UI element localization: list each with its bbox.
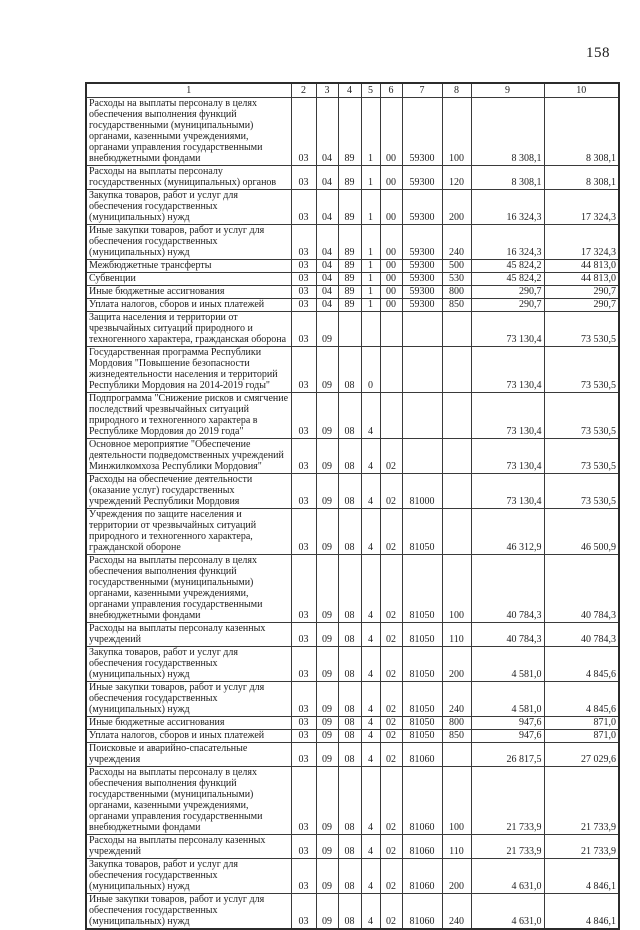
code-cell: 200 <box>442 190 471 225</box>
table-row <box>86 260 619 273</box>
row-description: Учреждения по защите населения и территории от чрезвычайных ситуаций природного и техногенного характера, гражданской обороне <box>86 509 291 555</box>
code-cell: 08 <box>338 682 361 717</box>
table-row <box>86 439 619 474</box>
table-row <box>86 623 619 647</box>
amount-cell: 73 530,5 <box>544 312 619 347</box>
code-cell: 02 <box>380 555 402 623</box>
code-cell: 530 <box>442 273 471 286</box>
amount-cell: 46 500,9 <box>544 509 619 555</box>
table-row <box>86 273 619 286</box>
code-cell: 03 <box>291 225 316 260</box>
code-cell: 4 <box>361 474 380 509</box>
amount-cell: 73 130,4 <box>471 347 544 393</box>
amount-cell: 4 581,0 <box>471 682 544 717</box>
amount-cell: 46 312,9 <box>471 509 544 555</box>
code-cell: 00 <box>380 166 402 190</box>
code-cell: 09 <box>316 835 338 859</box>
row-description: Иные бюджетные ассигнования <box>86 717 291 730</box>
code-cell: 09 <box>316 393 338 439</box>
amount-cell: 8 308,1 <box>471 98 544 166</box>
code-cell: 81050 <box>402 730 442 743</box>
table-row <box>86 859 619 894</box>
code-cell: 08 <box>338 717 361 730</box>
code-cell: 09 <box>316 555 338 623</box>
code-cell: 1 <box>361 299 380 312</box>
code-cell: 09 <box>316 312 338 347</box>
code-cell: 02 <box>380 894 402 930</box>
code-cell: 02 <box>380 767 402 835</box>
table-row <box>86 647 619 682</box>
code-cell: 08 <box>338 835 361 859</box>
code-cell <box>442 474 471 509</box>
code-cell: 850 <box>442 730 471 743</box>
amount-cell: 4 581,0 <box>471 647 544 682</box>
code-cell: 03 <box>291 474 316 509</box>
code-cell: 89 <box>338 98 361 166</box>
amount-cell: 21 733,9 <box>471 835 544 859</box>
code-cell: 00 <box>380 225 402 260</box>
code-cell: 59300 <box>402 299 442 312</box>
code-cell: 81060 <box>402 835 442 859</box>
code-cell: 1 <box>361 273 380 286</box>
code-cell: 800 <box>442 717 471 730</box>
code-cell: 1 <box>361 166 380 190</box>
code-cell: 02 <box>380 682 402 717</box>
amount-cell: 40 784,3 <box>544 555 619 623</box>
amount-cell: 17 324,3 <box>544 225 619 260</box>
table-row <box>86 474 619 509</box>
amount-cell: 73 530,5 <box>544 474 619 509</box>
code-cell: 02 <box>380 509 402 555</box>
code-cell: 59300 <box>402 225 442 260</box>
code-cell: 4 <box>361 393 380 439</box>
code-cell: 59300 <box>402 98 442 166</box>
code-cell: 1 <box>361 98 380 166</box>
code-cell: 100 <box>442 98 471 166</box>
amount-cell: 40 784,3 <box>471 623 544 647</box>
code-cell: 4 <box>361 623 380 647</box>
table-row <box>86 393 619 439</box>
code-cell: 81050 <box>402 509 442 555</box>
code-cell: 02 <box>380 647 402 682</box>
code-cell: 09 <box>316 347 338 393</box>
code-cell: 09 <box>316 717 338 730</box>
column-header-8: 8 <box>442 83 471 98</box>
amount-cell: 16 324,3 <box>471 225 544 260</box>
code-cell <box>402 312 442 347</box>
code-cell: 03 <box>291 859 316 894</box>
code-cell: 03 <box>291 439 316 474</box>
code-cell: 03 <box>291 730 316 743</box>
code-cell <box>402 393 442 439</box>
row-description: Расходы на выплаты персоналу государственных (муниципальных) органов <box>86 166 291 190</box>
table-body <box>86 98 619 930</box>
column-header-3: 3 <box>316 83 338 98</box>
code-cell: 03 <box>291 393 316 439</box>
code-cell: 81060 <box>402 859 442 894</box>
code-cell: 03 <box>291 190 316 225</box>
code-cell <box>442 347 471 393</box>
code-cell: 03 <box>291 286 316 299</box>
row-description: Подпрограмма "Снижение рисков и смягчение последствий чрезвычайных ситуаций природного и техногенного характера в Республике Мордовия до 2019 года" <box>86 393 291 439</box>
column-header-10: 10 <box>544 83 619 98</box>
table-row <box>86 190 619 225</box>
amount-cell: 73 130,4 <box>471 312 544 347</box>
table-row <box>86 286 619 299</box>
code-cell <box>361 312 380 347</box>
code-cell: 89 <box>338 166 361 190</box>
amount-cell: 16 324,3 <box>471 190 544 225</box>
amount-cell: 44 813,0 <box>544 260 619 273</box>
code-cell: 02 <box>380 439 402 474</box>
code-cell: 03 <box>291 166 316 190</box>
amount-cell: 73 130,4 <box>471 439 544 474</box>
code-cell: 03 <box>291 299 316 312</box>
table-row <box>86 347 619 393</box>
table-row <box>86 555 619 623</box>
code-cell: 00 <box>380 190 402 225</box>
code-cell: 100 <box>442 555 471 623</box>
amount-cell: 871,0 <box>544 730 619 743</box>
code-cell: 02 <box>380 623 402 647</box>
table-row <box>86 509 619 555</box>
code-cell: 59300 <box>402 286 442 299</box>
code-cell: 89 <box>338 260 361 273</box>
amount-cell: 4 631,0 <box>471 894 544 930</box>
code-cell: 1 <box>361 190 380 225</box>
amount-cell: 290,7 <box>544 286 619 299</box>
amount-cell: 290,7 <box>544 299 619 312</box>
code-cell: 4 <box>361 859 380 894</box>
code-cell: 0 <box>361 347 380 393</box>
code-cell: 02 <box>380 730 402 743</box>
column-header-6: 6 <box>380 83 402 98</box>
code-cell: 4 <box>361 767 380 835</box>
code-cell: 81050 <box>402 717 442 730</box>
table-header <box>86 83 619 98</box>
code-cell: 00 <box>380 260 402 273</box>
amount-cell: 45 824,2 <box>471 260 544 273</box>
code-cell: 240 <box>442 682 471 717</box>
row-description: Иные закупки товаров, работ и услуг для обеспечения государственных (муниципальных) нужд <box>86 894 291 930</box>
code-cell: 08 <box>338 743 361 767</box>
code-cell: 200 <box>442 859 471 894</box>
code-cell: 08 <box>338 859 361 894</box>
row-description: Закупка товаров, работ и услуг для обеспечения государственных (муниципальных) нужд <box>86 190 291 225</box>
code-cell <box>402 439 442 474</box>
code-cell: 08 <box>338 509 361 555</box>
code-cell: 09 <box>316 859 338 894</box>
amount-cell: 871,0 <box>544 717 619 730</box>
row-description: Иные бюджетные ассигнования <box>86 286 291 299</box>
amount-cell: 4 846,1 <box>544 859 619 894</box>
code-cell: 02 <box>380 743 402 767</box>
code-cell: 00 <box>380 98 402 166</box>
amount-cell: 73 530,5 <box>544 393 619 439</box>
code-cell: 04 <box>316 190 338 225</box>
code-cell: 00 <box>380 273 402 286</box>
table-row <box>86 682 619 717</box>
code-cell <box>442 312 471 347</box>
column-header-9: 9 <box>471 83 544 98</box>
row-description: Защита населения и территории от чрезвычайных ситуаций природного и техногенного характера, гражданская оборона <box>86 312 291 347</box>
amount-cell: 4 846,1 <box>544 894 619 930</box>
code-cell: 09 <box>316 647 338 682</box>
code-cell: 03 <box>291 98 316 166</box>
code-cell: 00 <box>380 299 402 312</box>
code-cell: 09 <box>316 682 338 717</box>
code-cell: 1 <box>361 225 380 260</box>
header-row <box>86 83 619 98</box>
code-cell: 03 <box>291 743 316 767</box>
code-cell: 89 <box>338 273 361 286</box>
code-cell: 4 <box>361 555 380 623</box>
code-cell: 03 <box>291 717 316 730</box>
code-cell: 08 <box>338 623 361 647</box>
code-cell: 03 <box>291 835 316 859</box>
code-cell: 04 <box>316 98 338 166</box>
code-cell: 08 <box>338 730 361 743</box>
code-cell: 89 <box>338 190 361 225</box>
code-cell <box>338 312 361 347</box>
row-description: Межбюджетные трансферты <box>86 260 291 273</box>
code-cell: 4 <box>361 439 380 474</box>
code-cell: 59300 <box>402 260 442 273</box>
code-cell: 08 <box>338 393 361 439</box>
table-row <box>86 835 619 859</box>
code-cell: 800 <box>442 286 471 299</box>
table-row <box>86 312 619 347</box>
column-header-7: 7 <box>402 83 442 98</box>
amount-cell: 8 308,1 <box>544 98 619 166</box>
code-cell <box>442 743 471 767</box>
code-cell <box>380 312 402 347</box>
amount-cell: 21 733,9 <box>544 835 619 859</box>
amount-cell: 73 130,4 <box>471 393 544 439</box>
amount-cell: 947,6 <box>471 717 544 730</box>
row-description: Поисковые и аварийно-спасательные учреждения <box>86 743 291 767</box>
code-cell <box>380 393 402 439</box>
code-cell: 81060 <box>402 767 442 835</box>
code-cell: 4 <box>361 682 380 717</box>
table-row <box>86 225 619 260</box>
code-cell: 08 <box>338 555 361 623</box>
code-cell: 08 <box>338 347 361 393</box>
code-cell: 89 <box>338 286 361 299</box>
amount-cell: 947,6 <box>471 730 544 743</box>
code-cell: 02 <box>380 474 402 509</box>
code-cell: 4 <box>361 835 380 859</box>
code-cell: 59300 <box>402 166 442 190</box>
code-cell: 4 <box>361 717 380 730</box>
code-cell: 240 <box>442 894 471 930</box>
table-row <box>86 98 619 166</box>
code-cell: 4 <box>361 509 380 555</box>
code-cell <box>380 347 402 393</box>
budget-table <box>85 82 620 930</box>
amount-cell: 45 824,2 <box>471 273 544 286</box>
code-cell: 08 <box>338 474 361 509</box>
code-cell <box>402 347 442 393</box>
code-cell: 81050 <box>402 682 442 717</box>
table-row <box>86 166 619 190</box>
code-cell: 240 <box>442 225 471 260</box>
code-cell: 08 <box>338 767 361 835</box>
code-cell: 110 <box>442 835 471 859</box>
amount-cell: 40 784,3 <box>471 555 544 623</box>
code-cell: 81000 <box>402 474 442 509</box>
row-description: Расходы на выплаты персоналу в целях обеспечения выполнения функций государственными (муниципальными) органами, казенными учреждениями, органами управления государственными внебюджетными фондами <box>86 555 291 623</box>
row-description: Уплата налогов, сборов и иных платежей <box>86 730 291 743</box>
code-cell: 04 <box>316 225 338 260</box>
code-cell: 4 <box>361 894 380 930</box>
row-description: Иные закупки товаров, работ и услуг для обеспечения государственных (муниципальных) нужд <box>86 682 291 717</box>
code-cell: 09 <box>316 730 338 743</box>
row-description: Основное мероприятие "Обеспечение деятельности подведомственных учреждений Минжилкомхоза Республики Мордовия" <box>86 439 291 474</box>
code-cell: 03 <box>291 509 316 555</box>
row-description: Расходы на выплаты персоналу казенных учреждений <box>86 835 291 859</box>
code-cell: 81060 <box>402 894 442 930</box>
code-cell: 02 <box>380 859 402 894</box>
code-cell: 59300 <box>402 273 442 286</box>
code-cell: 89 <box>338 225 361 260</box>
code-cell: 850 <box>442 299 471 312</box>
row-description: Иные закупки товаров, работ и услуг для обеспечения государственных (муниципальных) нужд <box>86 225 291 260</box>
page-number: 158 <box>586 45 610 61</box>
code-cell: 03 <box>291 312 316 347</box>
amount-cell: 73 530,5 <box>544 439 619 474</box>
code-cell: 03 <box>291 767 316 835</box>
code-cell <box>442 509 471 555</box>
code-cell: 59300 <box>402 190 442 225</box>
code-cell: 09 <box>316 894 338 930</box>
code-cell: 03 <box>291 555 316 623</box>
column-header-2: 2 <box>291 83 316 98</box>
code-cell: 120 <box>442 166 471 190</box>
amount-cell: 290,7 <box>471 286 544 299</box>
code-cell: 200 <box>442 647 471 682</box>
row-description: Закупка товаров, работ и услуг для обеспечения государственных (муниципальных) нужд <box>86 647 291 682</box>
code-cell: 81050 <box>402 623 442 647</box>
amount-cell: 40 784,3 <box>544 623 619 647</box>
amount-cell: 17 324,3 <box>544 190 619 225</box>
code-cell: 100 <box>442 767 471 835</box>
amount-cell: 4 845,6 <box>544 682 619 717</box>
amount-cell: 73 130,4 <box>471 474 544 509</box>
amount-cell: 21 733,9 <box>471 767 544 835</box>
code-cell: 09 <box>316 474 338 509</box>
code-cell: 04 <box>316 260 338 273</box>
table-row <box>86 299 619 312</box>
amount-cell: 26 817,5 <box>471 743 544 767</box>
code-cell: 81050 <box>402 555 442 623</box>
amount-cell: 4 631,0 <box>471 859 544 894</box>
code-cell: 04 <box>316 286 338 299</box>
code-cell: 04 <box>316 299 338 312</box>
code-cell: 02 <box>380 717 402 730</box>
table-row <box>86 894 619 930</box>
amount-cell: 44 813,0 <box>544 273 619 286</box>
code-cell: 09 <box>316 623 338 647</box>
table-row <box>86 767 619 835</box>
column-header-5: 5 <box>361 83 380 98</box>
amount-cell: 27 029,6 <box>544 743 619 767</box>
amount-cell: 21 733,9 <box>544 767 619 835</box>
code-cell: 03 <box>291 273 316 286</box>
code-cell: 03 <box>291 647 316 682</box>
code-cell: 03 <box>291 260 316 273</box>
code-cell: 1 <box>361 260 380 273</box>
amount-cell: 290,7 <box>471 299 544 312</box>
code-cell: 00 <box>380 286 402 299</box>
row-description: Расходы на выплаты персоналу казенных учреждений <box>86 623 291 647</box>
code-cell: 09 <box>316 767 338 835</box>
amount-cell: 4 845,6 <box>544 647 619 682</box>
code-cell: 08 <box>338 894 361 930</box>
code-cell: 03 <box>291 682 316 717</box>
code-cell <box>442 439 471 474</box>
code-cell: 1 <box>361 286 380 299</box>
row-description: Государственная программа Республики Мордовия "Повышение безопасности жизнедеятельности населения и территорий Республики Мордовия на 2014-2019 годы" <box>86 347 291 393</box>
code-cell: 08 <box>338 439 361 474</box>
code-cell: 02 <box>380 835 402 859</box>
code-cell: 4 <box>361 730 380 743</box>
code-cell: 4 <box>361 647 380 682</box>
code-cell: 81050 <box>402 647 442 682</box>
row-description: Расходы на выплаты персоналу в целях обеспечения выполнения функций государственными (муниципальными) органами, казенными учреждениями, органами управления государственными внебюджетными фондами <box>86 767 291 835</box>
code-cell: 500 <box>442 260 471 273</box>
code-cell: 09 <box>316 439 338 474</box>
code-cell <box>442 393 471 439</box>
code-cell: 09 <box>316 743 338 767</box>
code-cell: 03 <box>291 894 316 930</box>
column-header-4: 4 <box>338 83 361 98</box>
code-cell: 81060 <box>402 743 442 767</box>
row-description: Уплата налогов, сборов и иных платежей <box>86 299 291 312</box>
table-row <box>86 730 619 743</box>
code-cell: 03 <box>291 623 316 647</box>
code-cell: 08 <box>338 647 361 682</box>
code-cell: 09 <box>316 509 338 555</box>
code-cell: 03 <box>291 347 316 393</box>
amount-cell: 8 308,1 <box>544 166 619 190</box>
amount-cell: 8 308,1 <box>471 166 544 190</box>
code-cell: 04 <box>316 273 338 286</box>
amount-cell: 73 530,5 <box>544 347 619 393</box>
code-cell: 04 <box>316 166 338 190</box>
code-cell: 89 <box>338 299 361 312</box>
row-description: Расходы на выплаты персоналу в целях обеспечения выполнения функций государственными (муниципальными) органами, казенными учреждениями, органами управления государственными внебюджетными фондами <box>86 98 291 166</box>
column-header-1: 1 <box>86 83 291 98</box>
table-row <box>86 717 619 730</box>
row-description: Субвенции <box>86 273 291 286</box>
code-cell: 4 <box>361 743 380 767</box>
table-row <box>86 743 619 767</box>
row-description: Закупка товаров, работ и услуг для обеспечения государственных (муниципальных) нужд <box>86 859 291 894</box>
code-cell: 110 <box>442 623 471 647</box>
row-description: Расходы на обеспечение деятельности (оказание услуг) государственных учреждений Республики Мордовия <box>86 474 291 509</box>
